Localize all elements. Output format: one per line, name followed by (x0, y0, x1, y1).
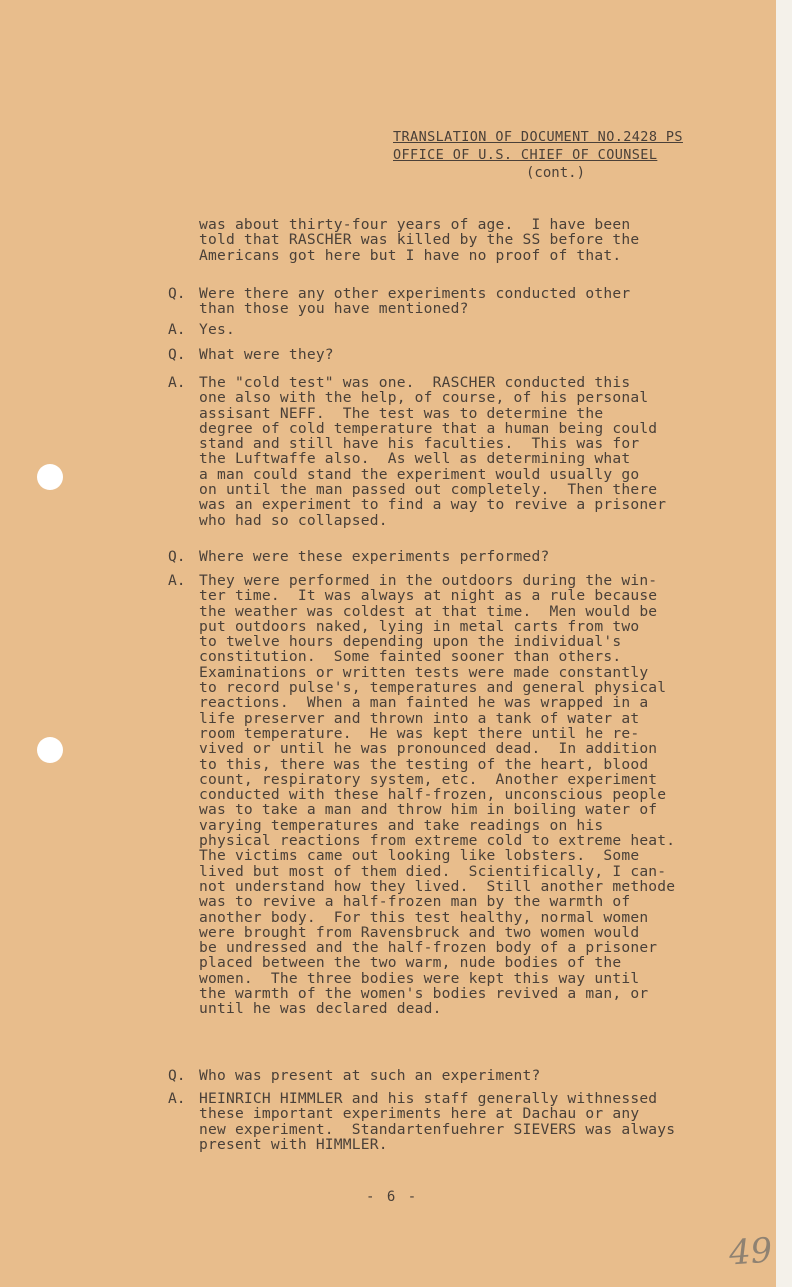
scan-margin (776, 0, 792, 1287)
qa-label: Q. (168, 346, 186, 363)
punch-hole-top (37, 464, 63, 490)
qa-text: Who was present at such an experiment? (199, 1067, 541, 1084)
punch-hole-bottom (37, 737, 63, 763)
qa-label: A. (168, 374, 186, 391)
intro-paragraph: was about thirty-four years of age. I have been told that RASCHER was killed by the SS before the Americans got here but I have no proof of that. (199, 216, 640, 264)
qa-text: The "cold test" was one. RASCHER conducted this one also with the help, of course, of his personal assisant NEFF. The test was to determine the degree of cold temperature that a human being could stand and still have his faculties. This was for the Luftwaffe also. As well as determining what a man could stand the experiment would usually go on until the man passed out completely. Then there was an experiment to find a way to revive a prisoner who had so collapsed. (199, 374, 667, 529)
qa-label: A. (168, 572, 186, 589)
header-translation-line: TRANSLATION OF DOCUMENT NO.2428 PS (393, 129, 683, 145)
qa-label: A. (168, 1090, 186, 1107)
qa-label: Q. (168, 548, 186, 565)
page-number: - 6 - (366, 1189, 419, 1205)
qa-text: They were performed in the outdoors during the win- ter time. It was always at night as a rule because the weather was coldest at that time. Men would be put outdoors naked, lying in metal carts from two to twelve hours depending upon the individual's constitution. Some fainted sooner than others. Examinations or written tests were made constantly to record pulse's, temperatures and general physical reactions. When a man fainted he was wrapped in a life preserver and thrown into a tank of water at room temperature. He was kept there until he re- vived or until he was pronounced dead. In addition to this, there was the testing of the heart, blood count, respiratory system, etc. Another experiment conducted with these half-frozen, unconscious people was to take a man and throw him in boiling water of varying temperatures and take readings on his physical reactions from extreme cold to extreme heat. The victims came out looking like lobsters. Some lived but most of them died. Scientifically, I can- not understand how they lived. Still another methode was to revive a half-frozen man by the warmth of another body. For this test healthy, normal women were brought from Ravensbruck and two women would be undressed and the half-frozen body of a prisoner placed between the two warm, nude bodies of the women. The three bodies were kept this way until the warmth of the women's bodies revived a man, or until he was declared dead. (199, 572, 676, 1018)
qa-text: Where were these experiments performed? (199, 548, 550, 565)
qa-text: Yes. (199, 321, 235, 338)
qa-text: Were there any other experiments conducted other than those you have mentioned? (199, 285, 631, 318)
qa-label: Q. (168, 285, 186, 302)
qa-text: What were they? (199, 346, 334, 363)
qa-label: A. (168, 321, 186, 338)
folio-number: 49 (727, 1230, 774, 1274)
header-cont-line: (cont.) (526, 165, 586, 181)
qa-text: HEINRICH HIMMLER and his staff generally withnessed these important experiments here at Dachau or any new experiment. Standartenfuehrer SIEVERS was always present with HIMMLER. (199, 1090, 676, 1153)
document-header (393, 128, 753, 182)
header-office-line: OFFICE OF U.S. CHIEF OF COUNSEL (393, 147, 658, 163)
qa-label: Q. (168, 1067, 186, 1084)
